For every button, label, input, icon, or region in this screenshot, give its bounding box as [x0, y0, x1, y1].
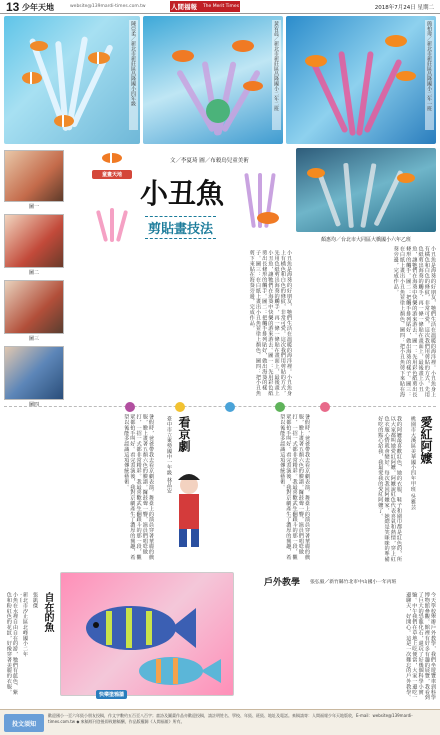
- newspaper-logo: [170, 1, 240, 12]
- painting-4-art: [296, 148, 436, 232]
- step-label-4: 圖四: [28, 402, 39, 408]
- painting-1: [4, 16, 140, 144]
- divider-decoration: [100, 400, 340, 414]
- column-wenjing-author: 臺中市立東勢國中一年級 林品安: [166, 416, 172, 494]
- step-photo-3: [4, 280, 64, 334]
- page-header: [0, 0, 440, 14]
- column-fish-school: 新北市汐止區北峰國小二年: [22, 592, 28, 657]
- painting-3-credit: 簡柏瑋／新北市新莊區昌隆國小二年一班: [425, 20, 434, 130]
- issue-date: 2018年7月24日 星期二: [374, 5, 434, 11]
- column-aihong-title: 愛紅阿嬤: [419, 416, 433, 464]
- submission-badge: 投文須知: [4, 714, 44, 732]
- step-label-2: 圖二: [28, 270, 39, 276]
- article-byline: 文／李夏琦 圖／布穀鳥兒童美術: [170, 158, 249, 164]
- column-wenjing-body-right: 暑假時，爸爸帶我去看京劇表演。舞臺上的演員穿著華麗的戲服，臉上畫著五顏六色的臉譜。鑼鼓聲一響，演員們唱唸做打，一招一式都非常精彩。我最喜歡武生翻跟斗的那一段，觀眾都拍手叫好。看完表演後，我對京劇產生了濃厚的興趣，希望以後能多認識這項傳統藝術。: [279, 414, 310, 560]
- submission-guidelines: 歡迎國小一至六年級小朋友投稿，作文字數約五百至八百字；童詩及圖畫作品亦歡迎投稿，請註明姓名、學校、年級、班級、地址及電話。來稿請寄：人間福報少年天地版收，E-mail：website@139mardi-times.com.tw ◆ 來稿經刊登後即致贈稿酬，作品版權歸《人間福報》所有。: [48, 713, 413, 724]
- opera-performer-illustration: [164, 470, 214, 550]
- painting-4-credit: 顏惠均／台北市大同區大橋國小六年乙班: [320, 237, 411, 243]
- clownfish-icon: [92, 150, 132, 170]
- article-body: 小丑魚是海葵的好朋友，牠們生活在溫暖的海洋裡。小丑魚身上有橘色和白色的條紋，非常可愛。這次我們用剪貼的方式，先用色紙剪出海葵的觸手，再一條一條貼在畫面上，最後畫上小丑魚，讓牠們在海葵中快樂的游來游去。圖一：先用彩色紙剪出長條形的觸手。圖二：把觸手排列貼好，做出海葵的樣子。圖三：在白紙上畫出小丑魚並塗上顏色。圖四：把小丑魚剪下來貼在海葵旁邊，完成作品。: [248, 250, 292, 396]
- header-url: website@139mardi-times.com.tw: [70, 4, 146, 9]
- article-body-continued: 小丑魚是海葵的好朋友，牠們生活在溫暖的海洋裡。小丑魚身上有橘色和白色的條紋，非常可愛。這次我們用剪貼的方式，先用色紙剪出海葵的觸手，再一條一條貼在畫面上，最後畫上小丑魚，讓牠們在海葵中快樂的游來游去。圖一：先用彩色紙剪出長條形的觸手。圖二：把觸手排列貼好，做出海葵的樣子。圖三：在白紙上畫出小丑魚並塗上顏色。圖四：把小丑魚剪下來貼在海葵旁邊，完成作品。: [392, 246, 436, 398]
- painting-1-credit: 陳亞柔／新北市新莊區昌隆國小四年級: [129, 20, 138, 130]
- graffiti-wall-tag: 快樂塗鴉牆: [96, 690, 127, 699]
- section-name: 少年天地: [22, 3, 54, 12]
- step-label-1: 圖一: [28, 204, 39, 210]
- column-fish-title: 自在的魚: [42, 592, 53, 632]
- painting-2: [143, 16, 283, 144]
- article-title: 小丑魚: [140, 177, 225, 210]
- column-fish-author: 張凱傑: [32, 592, 38, 609]
- painting-3: [286, 16, 436, 144]
- title-decoration-fish: [238, 168, 288, 238]
- step-photo-1: [4, 150, 64, 202]
- column-aihong-body: 我的阿嬤最喜歡紅色，她的衣服、鞋子和圍巾都是紅色的，所以大家都叫她愛紅阿嬤。阿嬤說紅色代表喜氣和熱情，穿上紅色衣服心情就會變好。每次我回阿嬤家，她總是笑咪咪的準備好吃的點心給我，我最愛我的愛紅阿嬤了。: [377, 416, 402, 562]
- logo-cn: 人間福報: [170, 3, 197, 11]
- column-outdoor-author: 張弘毅／新竹縣竹北市中山國小一年丙班: [310, 580, 397, 585]
- column-fish-body: 小魚在水裡自由自在的游，牠們有藍色、紫色和粉紅色的花紋，好像穿著美麗的衣服。: [5, 592, 18, 695]
- title-decoration-anemone: [92, 205, 140, 245]
- painting-2-art: [143, 16, 283, 144]
- painting-1-art: [4, 16, 140, 144]
- column-wenjing-title: 看京劇: [177, 416, 191, 452]
- page-number: 13: [6, 0, 20, 14]
- column-outdoor-body: 今天學校舉辦戶外教學，我們坐遊覽車到科學博物館參觀。館裡有好多有趣的展覽，我看到了巨大的恐龍化石，還玩了好幾個科學小實驗。中午我們在草地上吃便當，大家一邊吃一邊聊天，好開心。這是一次難忘的戶外教學。: [405, 592, 436, 700]
- column-wenjing-body: 暑假時，爸爸帶我去看京劇表演。舞臺上的演員穿著華麗的戲服，臉上畫著五顏六色的臉譜。鑼鼓聲一響，演員們唱唸做打，一招一式都非常精彩。我最喜歡武生翻跟斗的那一段，觀眾都拍手叫好。看完表演後，我對京劇產生了濃厚的興趣，希望以後能多認識這項傳統藝術。: [123, 414, 154, 560]
- step-photo-2: [4, 214, 64, 268]
- painting-4: [296, 148, 436, 232]
- badge-label: 童畫天地: [92, 170, 132, 179]
- page-footer: [0, 709, 440, 735]
- column-badge: [92, 150, 132, 178]
- fish-painting: [60, 572, 234, 696]
- step-label-3: 圖三: [28, 336, 39, 342]
- fish-painting-art: [61, 573, 234, 696]
- column-outdoor-title: 戶外教學: [264, 578, 301, 588]
- step-photo-4: [4, 346, 64, 400]
- column-aihong-author: 桃園市大溪區美華國小四年甲班 吳雅芸: [410, 416, 416, 510]
- painting-2-credit: 黃宥晨／新北市新莊區昌隆國小二年二班: [272, 20, 281, 130]
- painting-3-art: [286, 16, 436, 144]
- article-subtitle: 剪貼畫技法: [145, 216, 216, 239]
- logo-en: The Merit Times: [202, 4, 240, 9]
